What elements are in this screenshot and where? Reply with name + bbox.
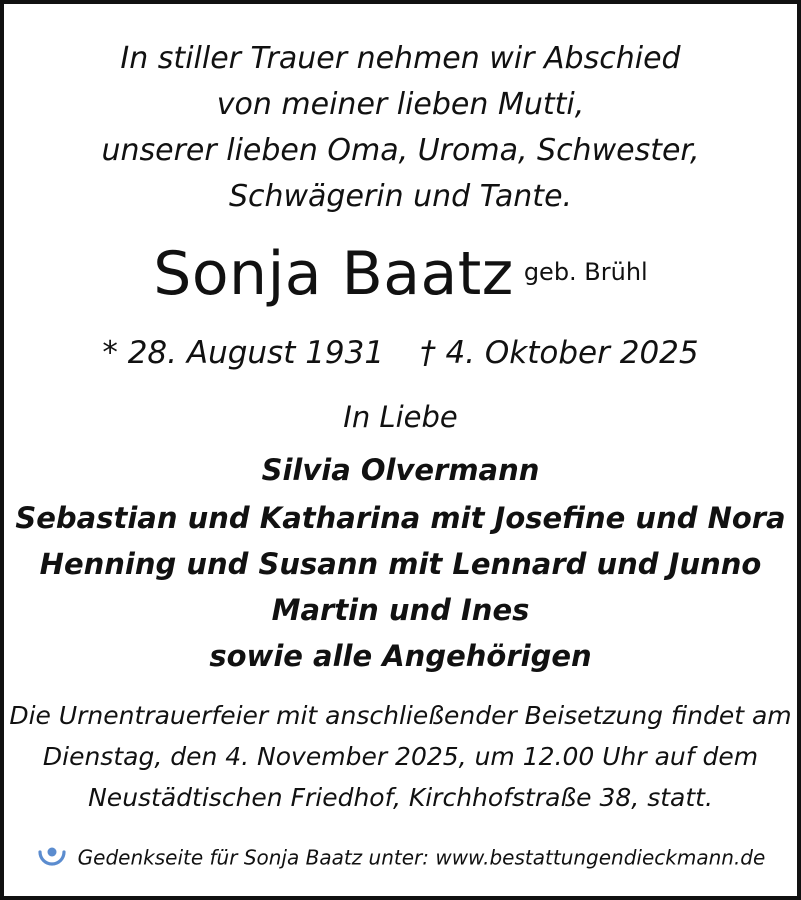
memorial-page-link[interactable]: Gedenkseite für Sonja Baatz unter: www.bestattungendieckmann.de: [77, 845, 766, 870]
family-line-2: Sebastian und Katharina mit Josefine und Nora: [15, 501, 786, 535]
bestatter-logo-icon: [36, 843, 68, 869]
family-line-5: sowie alle Angehörigen: [209, 639, 592, 673]
family-line-3: Henning und Susann mit Lennard und Junno: [39, 547, 762, 581]
memorial-page-note: [0, 846, 801, 872]
deceased-name-row: [0, 239, 801, 309]
deceased-name: Sonja Baatz: [153, 239, 514, 309]
service-line-2: Dienstag, den 4. November 2025, um 12.00 Uhr auf dem: [42, 742, 759, 771]
intro-line-4: Schwägerin und Tante.: [228, 179, 573, 214]
intro-line-2: von meiner lieben Mutti,: [216, 87, 585, 122]
death-date: † 4. Oktober 2025: [420, 335, 699, 371]
birth-date: * 28. August 1931: [102, 335, 385, 371]
in-love-label: In Liebe: [343, 400, 458, 434]
family-line-1: Silvia Olvermann: [261, 453, 540, 487]
maiden-name: geb. Brühl: [523, 258, 648, 286]
service-line-1: Die Urnentrauerfeier mit anschließender Beisetzung findet am: [9, 701, 792, 730]
intro-line-1: In stiller Trauer nehmen wir Abschied: [120, 41, 681, 76]
family-line-4: Martin und Ines: [271, 593, 530, 627]
intro-line-3: unserer lieben Oma, Uroma, Schwester,: [101, 133, 700, 168]
life-dates: [0, 335, 801, 371]
service-line-3: Neustädtischen Friedhof, Kirchhofstraße 38, statt.: [88, 783, 713, 812]
